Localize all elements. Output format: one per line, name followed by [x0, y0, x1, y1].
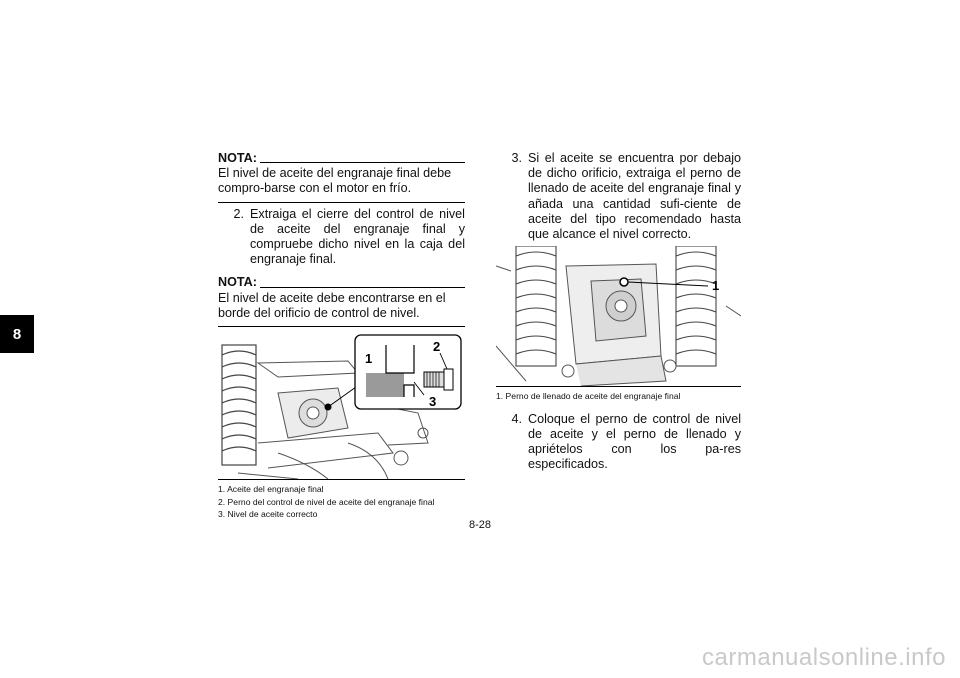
section-tab: 8: [0, 315, 34, 353]
spring-illustration: [222, 345, 256, 465]
note-body: El nivel de aceite debe encontrarse en el borde del orificio de control de nivel.: [218, 291, 465, 327]
watermark: carmanualsonline.info: [702, 644, 946, 671]
callout-3: 3: [429, 394, 437, 410]
oil-level-illustration: [218, 333, 465, 479]
caption-line: 3. Nivel de aceite correcto: [218, 509, 318, 520]
figure-captions: [218, 483, 465, 521]
callout-2: 2: [433, 339, 441, 355]
fill-bolt-illustration: [496, 246, 741, 386]
note-heading: NOTA:: [218, 151, 465, 166]
step-3: 3. Si el aceite se encuentra por debajo de dicho orificio, extraiga el perno de llenado de aceite del engranaje final y añada una cantidad sufi-ciente de aceite del tipo recomendado hasta que alcance el nivel correcto.: [511, 151, 741, 242]
figure-caption: [496, 390, 741, 403]
caption-line: 1. Perno de llenado de aceite del engranaje final: [496, 391, 681, 402]
bolt-icon: [424, 369, 453, 390]
inset-detail: [355, 335, 461, 409]
callout-1: 1: [365, 351, 373, 367]
callout-1: 1: [712, 278, 720, 294]
note-heading: NOTA:: [218, 275, 465, 290]
caption-line: 2. Perno del control de nivel de aceite del engranaje final: [218, 496, 435, 507]
oil-level-figure: [218, 333, 465, 480]
note-body: El nivel de aceite del engranaje final debe compro-barse con el motor en frío.: [218, 166, 465, 202]
step-2: 2. Extraiga el cierre del control de nivel de aceite del engranaje final y compruebe dicho nivel en la caja del engranaje final.: [233, 206, 465, 267]
page-number: 8-28: [468, 519, 492, 531]
fill-bolt-marker: [620, 278, 628, 286]
step-4: 4. Coloque el perno de control de nivel de aceite y el perno de llenado y apriételos con los pa-res especificados.: [511, 411, 741, 472]
right-column: [496, 151, 741, 477]
fill-bolt-figure: [496, 246, 741, 387]
left-column: [218, 151, 465, 521]
caption-line: 1. Aceite del engranaje final: [218, 484, 324, 495]
oil-fill: [366, 373, 404, 397]
